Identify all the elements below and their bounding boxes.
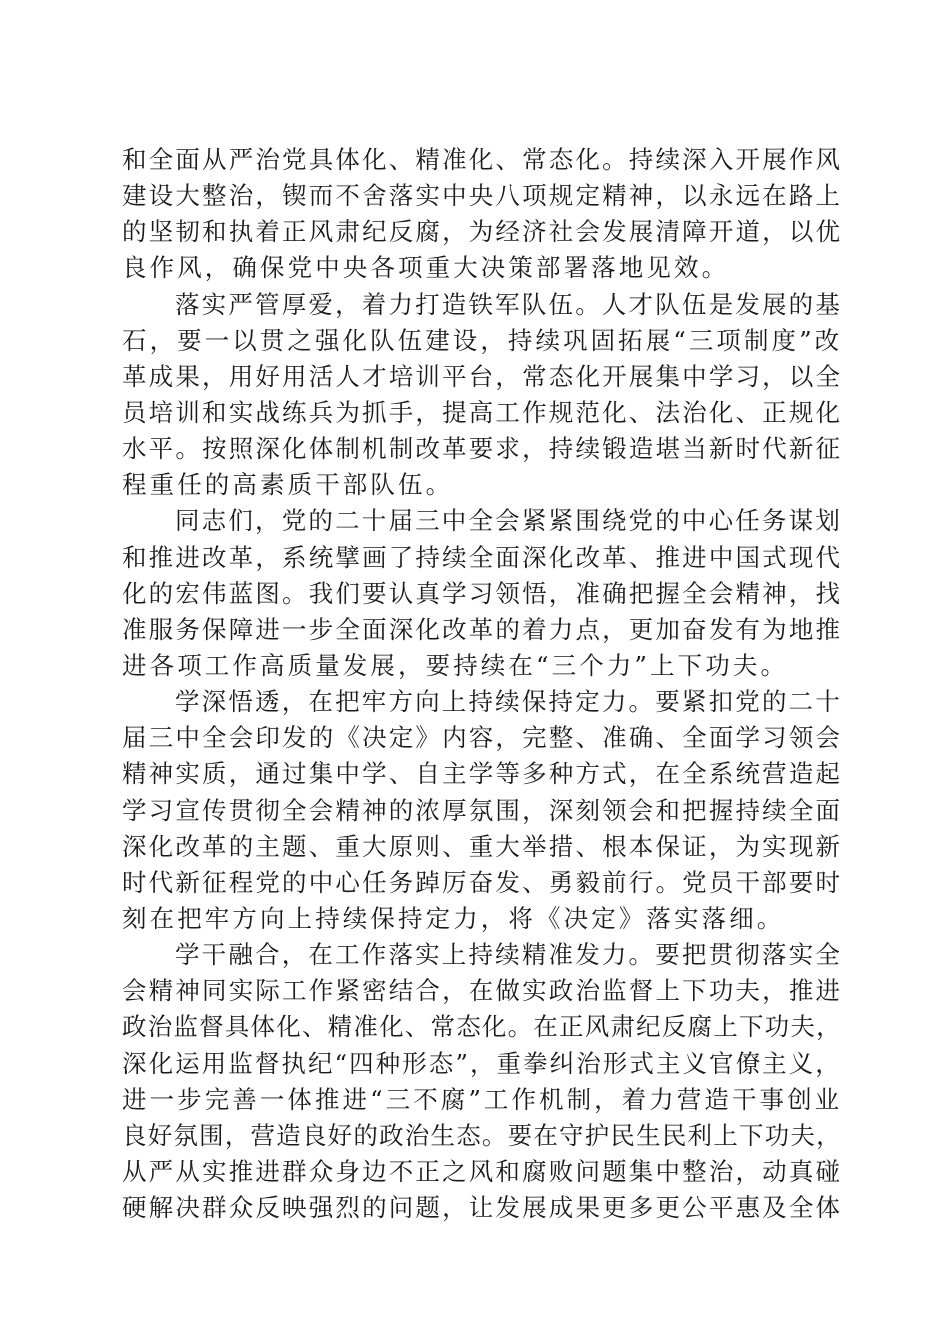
- text-line: 会精神同实际工作紧密结合，在做实政治监督上下功夫，推进: [122, 976, 843, 1006]
- text-line: 从严从实推进群众身边不正之风和腐败问题集中整治，动真碰: [122, 1156, 843, 1186]
- text-line: 石，要一以贯之强化队伍建设，持续巩固拓展“三项制度”改: [122, 325, 843, 355]
- text-line: 良作风，确保党中央各项重大决策部署落地见效。: [122, 253, 730, 283]
- paragraph-first-line: 学深悟透，在把牢方向上持续保持定力。要紧扣党的二十: [175, 687, 842, 717]
- paragraph-first-line: 学干融合，在工作落实上持续精准发力。要把贯彻落实全: [175, 940, 842, 970]
- paragraph-first-line: 落实严管厚爱，着力打造铁军队伍。人才队伍是发展的基: [175, 289, 842, 319]
- text-line: 深化改革的主题、重大原则、重大举措、根本保证，为实现新: [122, 831, 843, 861]
- paragraph-first-line: 同志们，党的二十届三中全会紧紧围绕党的中心任务谋划: [175, 506, 842, 536]
- text-line: 进各项工作高质量发展，要持续在“三个力”上下功夫。: [122, 650, 789, 680]
- text-line: 和全面从严治党具体化、精准化、常态化。持续深入开展作风: [122, 145, 843, 174]
- text-line: 化的宏伟蓝图。我们要认真学习领悟，准确把握全会精神，找: [122, 578, 843, 608]
- text-line: 政治监督具体化、精准化、常态化。在正风肃纪反腐上下功夫，: [122, 1012, 842, 1042]
- text-line: 员培训和实战练兵为抓手，提高工作规范化、法治化、正规化: [122, 397, 843, 427]
- text-line: 时代新征程党的中心任务踔厉奋发、勇毅前行。党员干部要时: [122, 867, 843, 897]
- text-line: 进一步完善一体推进“三不腐”工作机制，着力营造干事创业: [122, 1084, 843, 1114]
- text-line: 的坚韧和执着正风肃纪反腐，为经济社会发展清障开道，以优: [122, 217, 843, 247]
- text-line: 和推进改革，系统擘画了持续全面深化改革、推进中国式现代: [122, 542, 843, 572]
- text-line: 学习宣传贯彻全会精神的浓厚氛围，深刻领会和把握持续全面: [122, 795, 843, 825]
- text-line: 刻在把牢方向上持续保持定力，将《决定》落实落细。: [122, 903, 785, 933]
- text-line: 良好氛围，营造良好的政治生态。要在守护民生民利上下功夫，: [122, 1120, 842, 1150]
- text-line: 深化运用监督执纪“四种形态”，重拳纠治形式主义官僚主义，: [122, 1048, 842, 1078]
- text-line: 硬解决群众反映强烈的问题，让发展成果更多更公平惠及全体: [122, 1193, 843, 1223]
- text-line: 届三中全会印发的《决定》内容，完整、准确、全面学习领会: [122, 723, 843, 753]
- text-line: 精神实质，通过集中学、自主学等多种方式，在全系统营造起: [122, 759, 843, 789]
- body-text: [122, 142, 842, 1226]
- text-line: 革成果，用好用活人才培训平台，常态化开展集中学习，以全: [122, 361, 843, 391]
- text-line: 准服务保障进一步全面深化改革的着力点，更加奋发有为地推: [122, 614, 843, 644]
- text-line: 建设大整治，锲而不舍落实中央八项规定精神，以永远在路上: [122, 181, 843, 211]
- text-line: 程重任的高素质干部队伍。: [122, 470, 454, 500]
- text-line: 水平。按照深化体制机制改革要求，持续锻造堪当新时代新征: [122, 434, 843, 464]
